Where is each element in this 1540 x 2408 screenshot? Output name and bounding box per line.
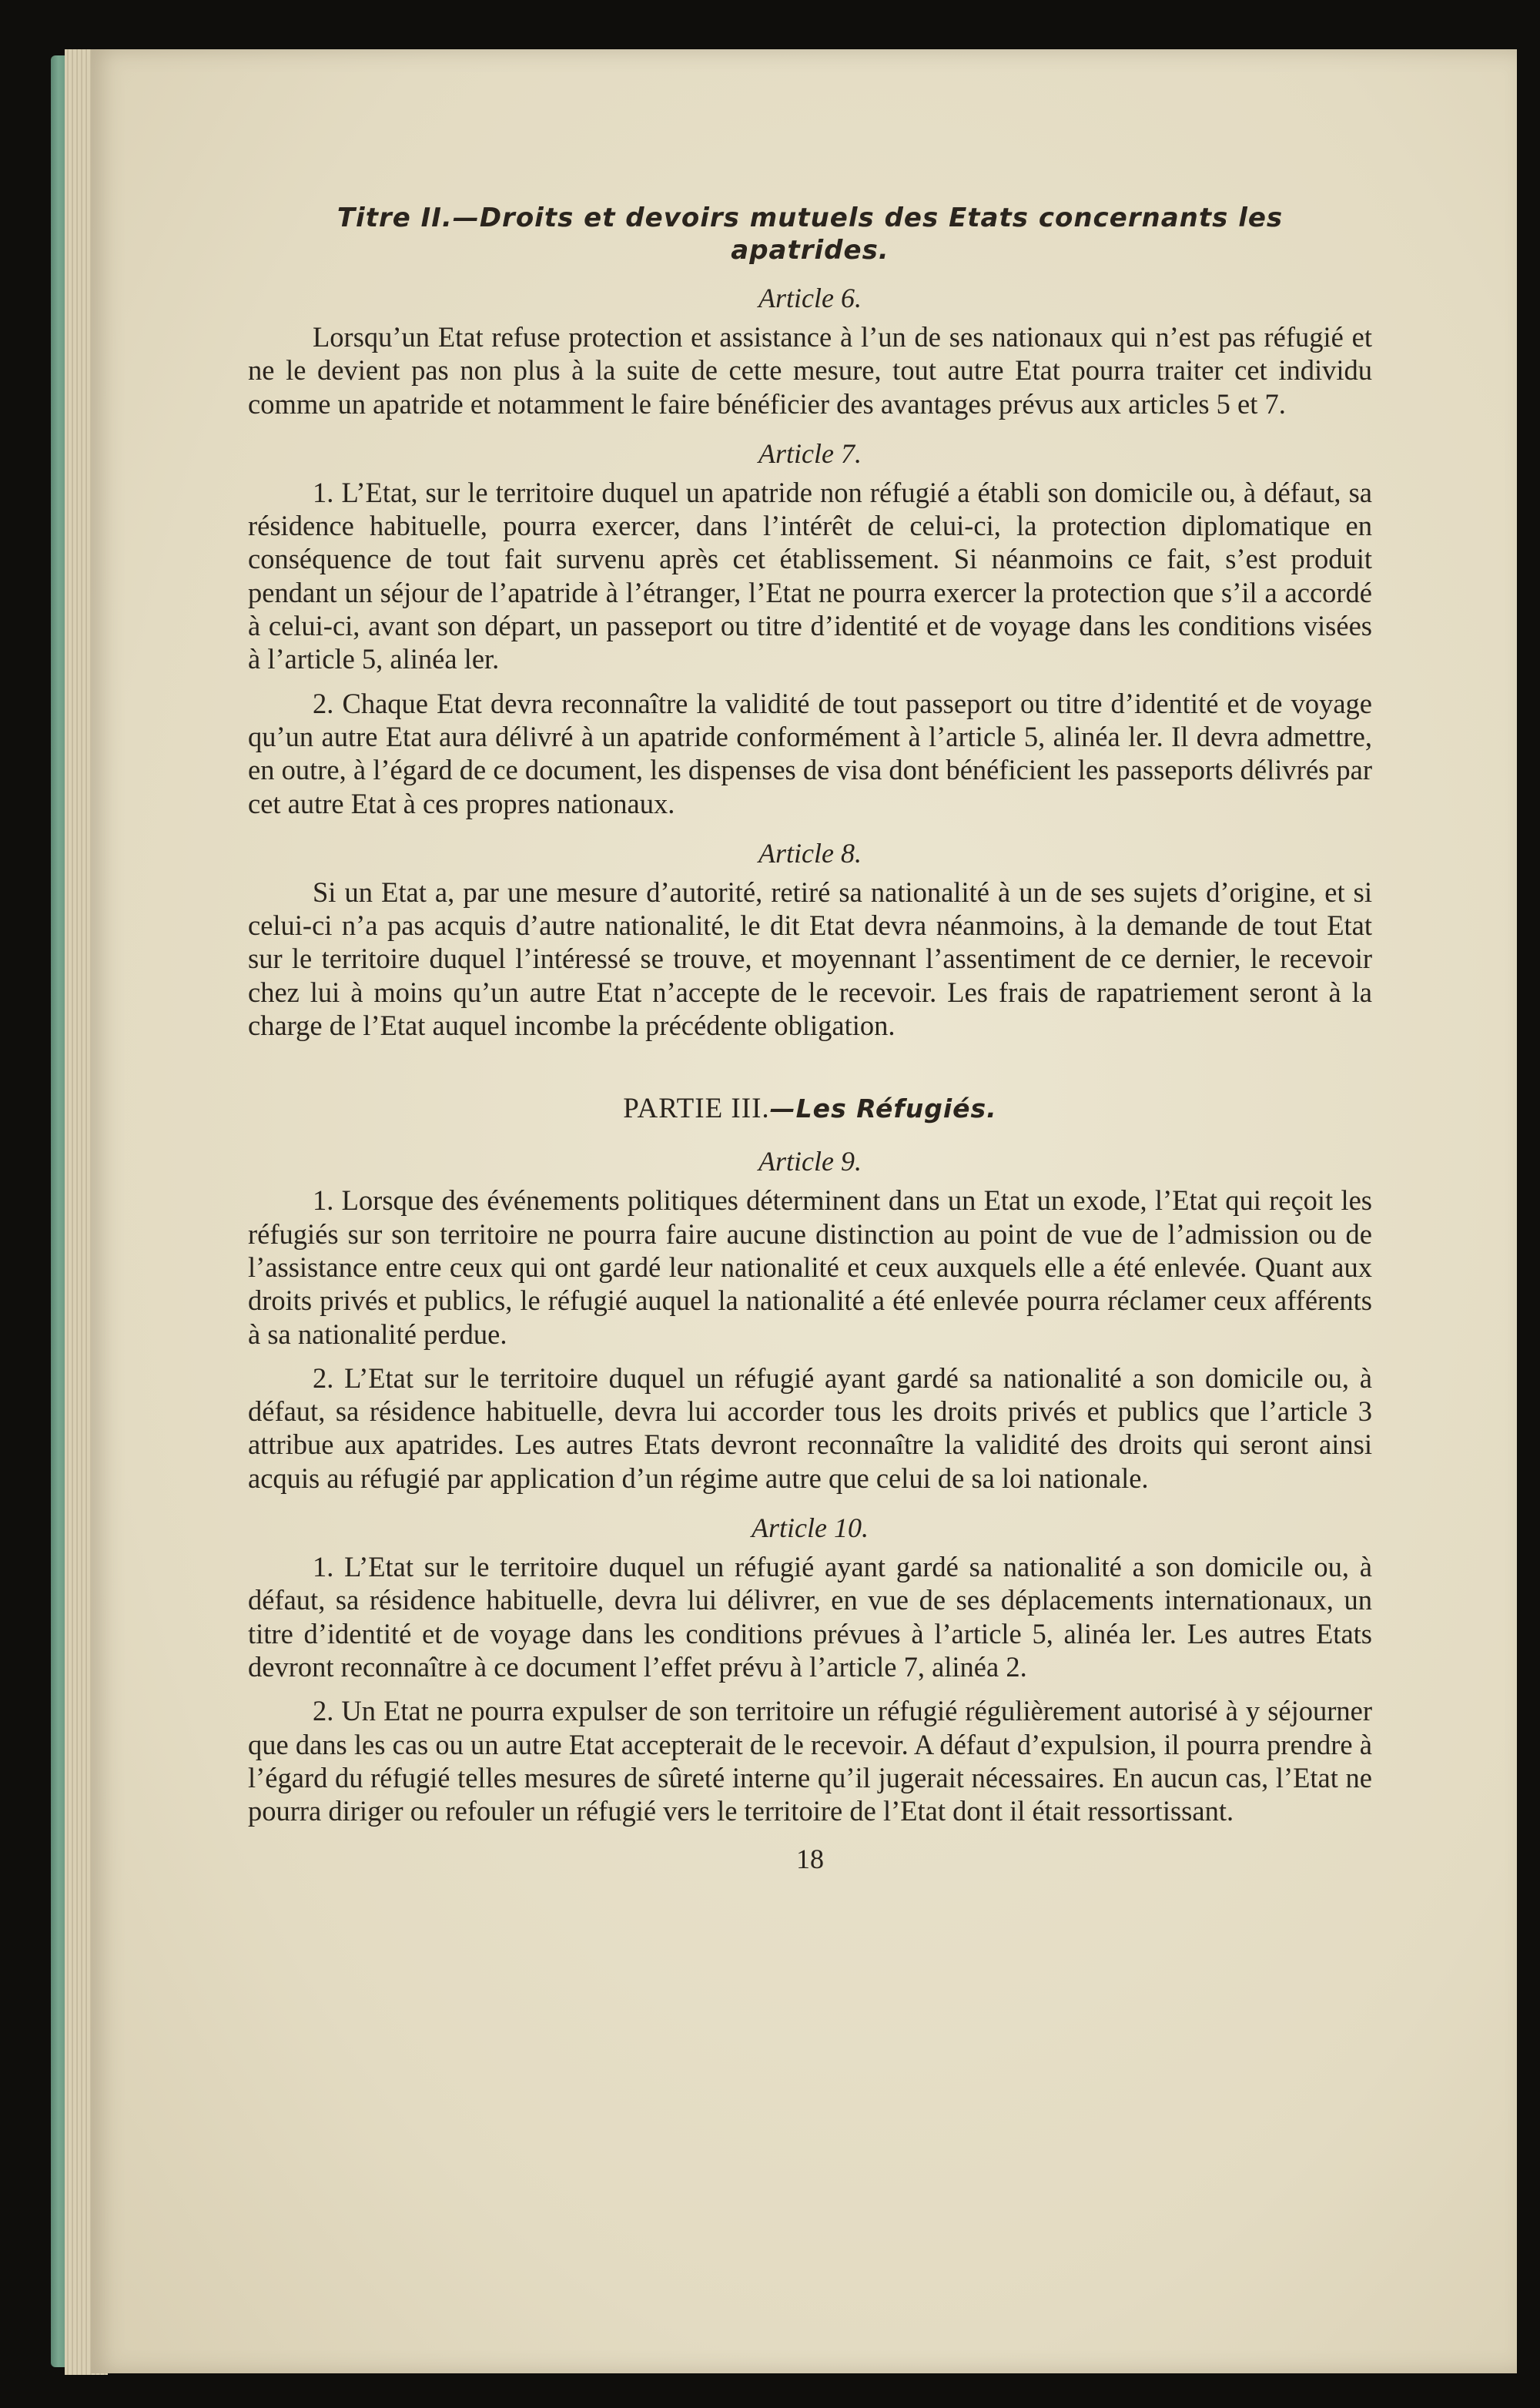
article-10-heading: Article 10. [752,1512,869,1544]
part-heading [248,1090,1372,1128]
article-8-paragraph: Si un Etat a, par une mesure d’autorité, retiré sa nationalité à un de ses sujets d’origine, et si celui-ci n’a pas acquis d’autre nationalité, le dit Etat devra néanmoins, à la demande de tout Etat sur le territoire duquel l’intéressé se trouve, et moyennant l’assentiment de ce dernier, le recevoir chez lui à moins qu’un autre Etat n’accepte de le recevoir. Les frais de rapatriement seront à la charge de l’Etat auquel incombe la précédente obligation. [248,876,1372,1042]
section-title-line-1: Titre II.—Droits et devoirs mutuels des Etats concernants les [336,203,1284,233]
article-6-heading: Article 6. [758,283,862,313]
article-9-paragraph-1: 1. Lorsque des événements politiques déterminent dans un Etat un exode, l’Etat qui reçoit les réfugiés sur son territoire ne pourra faire aucune distinction au point de vue de l’admission ou de l’assistance entre ceux qui ont gardé leur nationalité et ceux auxquels elle a été enlevée. Quant aux droits privés et publics, le réfugié auquel la nationalité a été enlevée pourra réclamer ceux afférents à sa nationalité perdue. [248,1184,1372,1350]
section-title-line-2: apatrides. [731,235,889,266]
article-10-paragraph-1: 1. L’Etat sur le territoire duquel un réfugié ayant gardé sa nationalité a son domicile ou, à défaut, sa résidence habituelle, devra lui délivrer, en vue de ses déplacements internationaux, un titre d’identité et de voyage dans les conditions prévues à l’article 5, alinéa ler. Les autres Etats devront reconnaître à ce document l’effet prévu à l’article 7, alinéa 2. [248,1551,1372,1683]
page-content [248,202,1372,1877]
part-subtitle: —Les Réfugiés. [769,1093,997,1124]
article-6-paragraph: Lorsqu’un Etat refuse protection et assistance à l’un de ses nationaux qui n’est pas réfugié et ne le devient pas non plus à la suite de cette mesure, tout autre Etat pourra traiter cet individu comme un apatride et notamment le faire bénéficier des avantages prévus aux articles 5 et 7. [248,321,1372,420]
article-7-paragraph-2: 2. Chaque Etat devra reconnaître la validité de tout passeport ou titre d’identité et de voyage qu’un autre Etat aura délivré à un apatride conformément à l’article 5, alinéa ler. Il devra admettre, en outre, à l’égard de ce document, les dispenses de visa dont bénéficient les passeports délivrés par cet autre Etat à ces propres nationaux. [248,687,1372,819]
article-7-heading: Article 7. [758,437,862,469]
article-9-paragraph-2: 2. L’Etat sur le territoire duquel un réfugié ayant gardé sa nationalité a son domicile ou, à défaut, sa résidence habituelle, devra lui accorder tous les droits privés et publics que l’article 3 attribue aux apatrides. Les autres Etats devront reconnaître la validité des droits qui seront ainsi acquis au réfugié par application d’un régime autre que celui de sa loi nationale. [248,1361,1372,1494]
article-7-paragraph-1: 1. L’Etat, sur le territoire duquel un apatride non réfugié a établi son domicile ou, à défaut, sa résidence habituelle, pourra exercer, dans l’intérêt de celui-ci, la protection diplomatique en conséquence de tout fait survenu après cet établissement. Si néanmoins ce fait, s’est produit pendant un séjour de l’apatride à l’étranger, l’Etat ne pourra exercer la protection que s’il a accordé à celui-ci, avant son départ, un passeport ou titre d’identité et de voyage dans les conditions visées à l’article 5, alinéa ler. [248,476,1372,675]
article-9-heading: Article 9. [758,1146,862,1177]
section-title [248,202,1372,266]
part-label: PARTIE III. [623,1093,770,1125]
article-8-heading: Article 8. [758,837,862,869]
page-number: 18 [796,1844,824,1875]
article-10-paragraph-2: 2. Un Etat ne pourra expulser de son territoire un réfugié régulièrement autorisé à y séjourner que dans les cas ou un autre Etat accepterait de le recevoir. A défaut d’expulsion, il pourra prendre à l’égard du réfugié telles mesures de sûreté interne qu’il jugerait nécessaires. En aucun cas, l’Etat ne pourra diriger ou refouler un réfugié vers le territoire de l’Etat dont il était ressortissant. [248,1695,1372,1827]
